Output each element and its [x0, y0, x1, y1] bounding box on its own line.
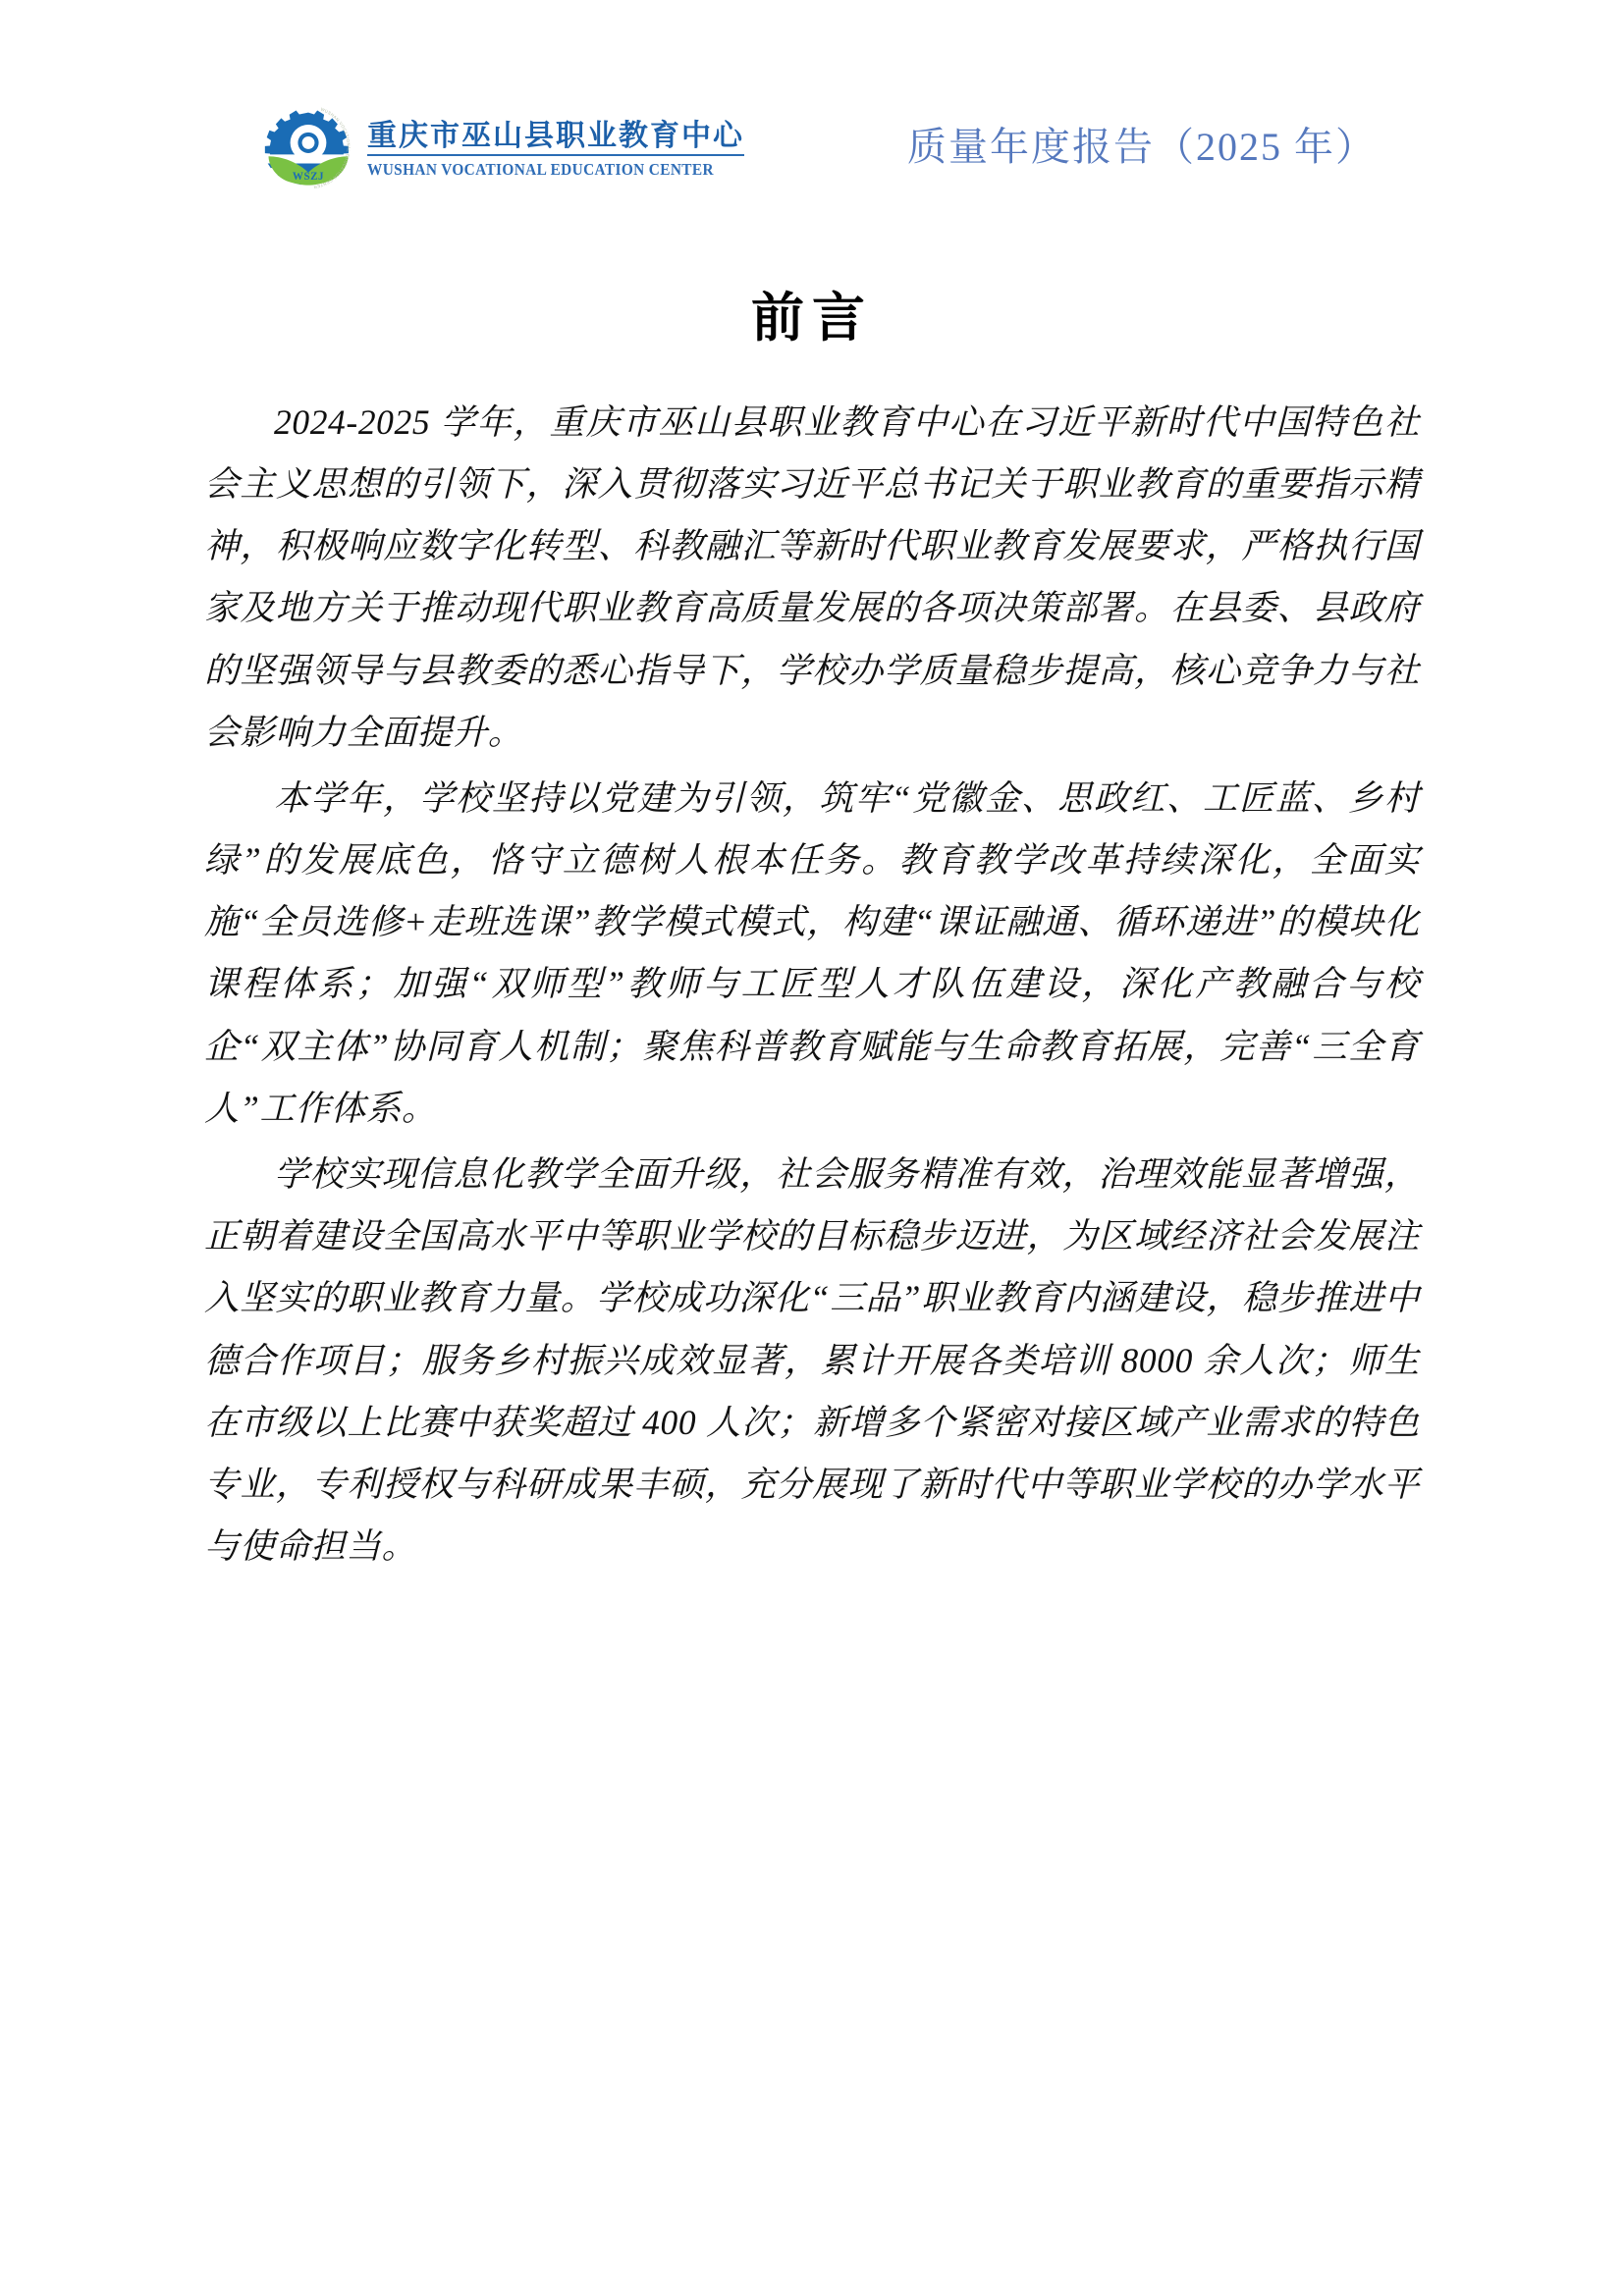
preface-paragraph: 2024-2025 学年，重庆市巫山县职业教育中心在习近平新时代中国特色社会主义思想的引领下，深入贯彻落实习近平总书记关于职业教育的重要指示精神，积极响应数字化转型、科教融汇等新时代职业教育发展要求，严格执行国家及地方关于推动现代职业教育高质量发展的各项决策部署。在县委、县政府的坚强领导与县教委的悉心指导下，学校办学质量稳步提高，核心竞争力与社会影响力全面提升。 [204, 401, 1420, 752]
school-logo-text [367, 115, 744, 181]
preface-paragraph: 本学年，学校坚持以党建为引领，筑牢“党徽金、思政红、工匠蓝、乡村绿”的发展底色，恪守立德树人根本任务。教育教学改革持续深化，全面实施“全员选修+走班选课”教学模式模式，构建“课证融通、循环递进”的模块化课程体系；加强“双师型”教师与工匠型人才队伍建设，深化产教融合与校企“双主体”协同育人机制；聚焦科普教育赋能与生命教育拓展，完善“三全育人”工作体系。 [204, 777, 1420, 1128]
gear-leaf-logo-icon [263, 102, 353, 192]
report-title-header: 质量年度报告（2025 年） [907, 125, 1377, 169]
school-logo [263, 102, 744, 192]
page-header [0, 94, 1624, 202]
svg-text:WSZJ: WSZJ [292, 171, 325, 184]
document-content [204, 287, 1420, 1581]
school-name-en: WUSHAN VOCATIONAL EDUCATION CENTER [367, 160, 714, 180]
page-title: 前言 [751, 287, 873, 348]
svg-text:WUSHAN VOCATIONAL EDUCATION CE: WUSHAN VOCATIONAL EDUCATION CENTER [312, 106, 352, 190]
school-name-cn: 重庆市巫山县职业教育中心 [367, 121, 744, 157]
preface-paragraph: 学校实现信息化教学全面升级，社会服务精准有效，治理效能显著增强，正朝着建设全国高水平中等职业学校的目标稳步迈进，为区域经济社会发展注入坚实的职业教育力量。学校成功深化“三品”职业教育内涵建设，稳步推进中德合作项目；服务乡村振兴成效显著，累计开展各类培训 8000 余人次；师生在市级以上比赛中获奖超过 400 人次；新增多个紧密对接区域产业需求的特色专业，专利授权与科研成果丰硕，充分展现了新时代中等职业学校的办学水平与使命担当。 [204, 1154, 1420, 1567]
